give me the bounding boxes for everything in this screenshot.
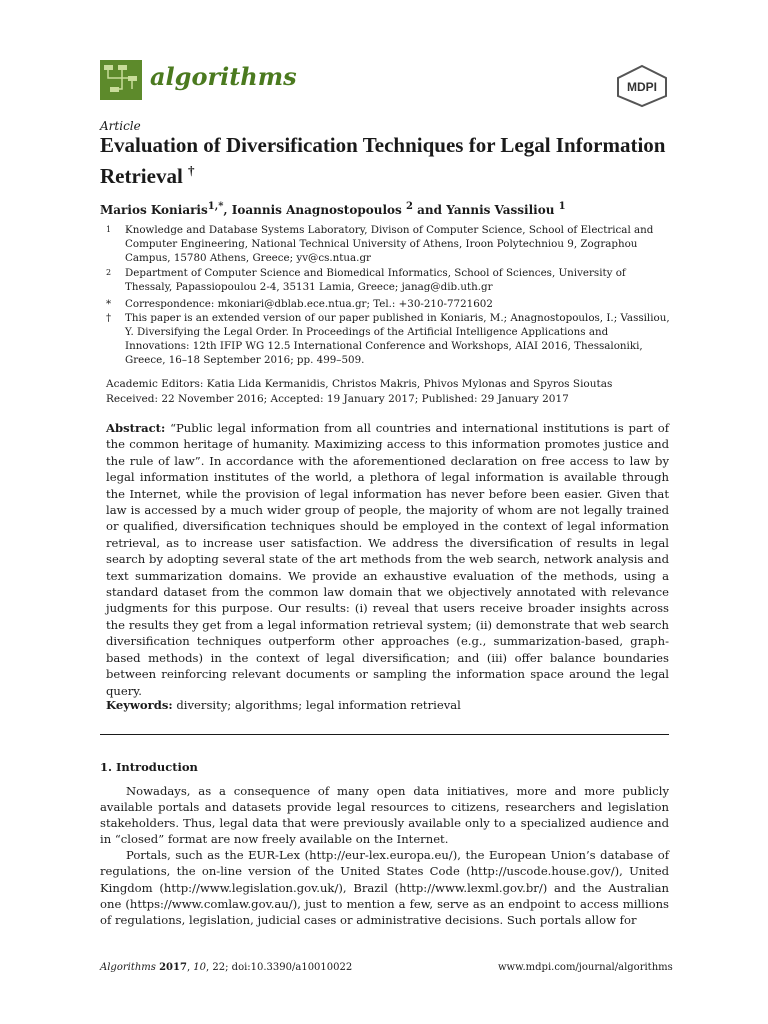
author-affiliation-mark: 2 <box>405 201 413 212</box>
mdpi-logo-icon <box>614 64 670 108</box>
author-list <box>100 201 566 217</box>
abstract-label: Abstract: <box>106 421 166 435</box>
section-divider <box>100 734 669 735</box>
paragraph: Nowadays, as a consequence of many open data initiatives, more and more publicly available portals and datasets provide legal resources to citizens, researchers and legislation stakeholders. Thus, legal data that were previously available only to a specialized audience and in “closed” format are now freely available on the Internet. <box>100 784 669 847</box>
footer-doi: , 22; doi:10.3390/a10010022 <box>206 962 353 973</box>
publication-dates: Received: 22 November 2016; Accepted: 19 January 2017; Published: 29 January 2017 <box>106 393 569 405</box>
section-body <box>100 783 669 928</box>
flowchart-icon <box>100 60 142 100</box>
academic-editors: Academic Editors: Katia Lida Kermanidis, Christos Makris, Phivos Mylonas and Spyros Sioutas <box>106 378 613 390</box>
paragraph: Portals, such as the EUR-Lex (http://eur-lex.europa.eu/), the European Union’s database of regulations, the on-line version of the United States Code (http://uscode.house.gov/), United Kingdom (http://www.legislation.gov.uk/), Brazil (http://www.lexml.gov.br/) and the Australian one (https://www.comlaw.gov.au/), just to mention a few, serve as an endpoint to access millions of regulations, legislation, judicial cases or administrative decisions. Such portals allow for <box>100 848 669 927</box>
abstract <box>106 420 669 699</box>
publisher-name: MDPI <box>627 80 657 94</box>
keywords <box>106 698 461 712</box>
correspondence-mark: * <box>106 298 112 310</box>
affiliation-text: Department of Computer Science and Biomedical Informatics, School of Sciences, University of Thessaly, Papassiopoulou 2-4, 35131 Lamia, Greece; janag@dib.uth.gr <box>125 267 626 293</box>
note-mark: † <box>106 312 112 324</box>
keywords-label: Keywords: <box>106 698 173 712</box>
author-separator: , <box>223 203 232 217</box>
algorithms-journal-logo-icon <box>100 60 142 100</box>
author-name: Marios Koniaris <box>100 203 208 217</box>
affiliation-text: Knowledge and Database Systems Laboratory, Divison of Computer Science, School of Electrical and Computer Engineering, National Technical University of Athens, Iroon Polytechniou 9, Zographou Campus, 15780 Athens, Greece; yv@cs.ntua.gr <box>125 224 654 264</box>
footer-volume: 10 <box>193 962 207 973</box>
author-separator: and <box>412 203 447 217</box>
author-affiliation-mark: 1 <box>558 201 566 212</box>
affiliation-mark: 2 <box>106 268 112 277</box>
journal-name: algorithms <box>150 62 297 91</box>
article-type: Article <box>100 119 141 133</box>
correspondence-text: Correspondence: mkoniari@dblab.ece.ntua.gr; Tel.: +30-210-7721602 <box>125 298 493 310</box>
paper-title <box>100 132 700 189</box>
footer-journal: Algorithms <box>100 962 156 973</box>
footer-year: 2017 <box>159 962 187 973</box>
author-name: Yannis Vassiliou <box>446 203 555 217</box>
citation-footer: Algorithms 2017, 10, 22; doi:10.3390/a10010022 <box>100 962 353 973</box>
abstract-text: “Public legal information from all countries and international institutions is part of the common heritage of humanity. Maximizing access to this information promotes justice and the rule of law”. In accordance with the aforementioned declaration on free access to law by legal information institutes of the world, a plethora of legal information is available through the Internet, while the provision of legal information has never before been easier. Given that law is accessed by a much wider group of people, the majority of whom are not legally trained or qualified, diversification techniques should be employed in the context of legal information retrieval, as to increase user satisfaction. We address the diversification of results in legal search by adopting several state of the art methods from the web search, network analysis and text summarization domains. We provide an exhaustive evaluation of the methods, using a standard dataset from the common law domain that we objectively annotated with relevance judgments for this purpose. Our results: (i) reveal that users receive broader insights across the results they get from a legal information retrieval system; (ii) demonstrate that web search diversification techniques outperform other approaches (e.g., summarization-based, graph-based methods) in the context of legal diversification; and (iii) offer balance boundaries between reinforcing relevant documents or sampling the information space around the legal query. <box>106 421 670 698</box>
paper-title-text: Evaluation of Diversification Techniques for Legal Information Retrieval <box>100 133 666 188</box>
note-text: This paper is an extended version of our paper published in Koniaris, M.; Anagnostopoulos, I.; Vassiliou, Y. Diversifying the Legal Order. In Proceedings of the Artificial Intelligence Applications and Innovations: 12th IFIP WG 12.5 International Conference and Workshops, AIAI 2016, Thessaloniki, Greece, 16–18 September 2016; pp. 499–509. <box>125 312 670 366</box>
author-affiliation-mark: 1,* <box>207 201 224 212</box>
title-footnote-mark: † <box>188 163 195 178</box>
affiliation-mark: 1 <box>106 225 112 234</box>
journal-url[interactable]: www.mdpi.com/journal/algorithms <box>498 962 673 973</box>
keywords-text: diversity; algorithms; legal information retrieval <box>176 698 461 712</box>
section-heading: 1. Introduction <box>100 760 198 774</box>
author-name: Ioannis Anagnostopoulos <box>231 203 402 217</box>
